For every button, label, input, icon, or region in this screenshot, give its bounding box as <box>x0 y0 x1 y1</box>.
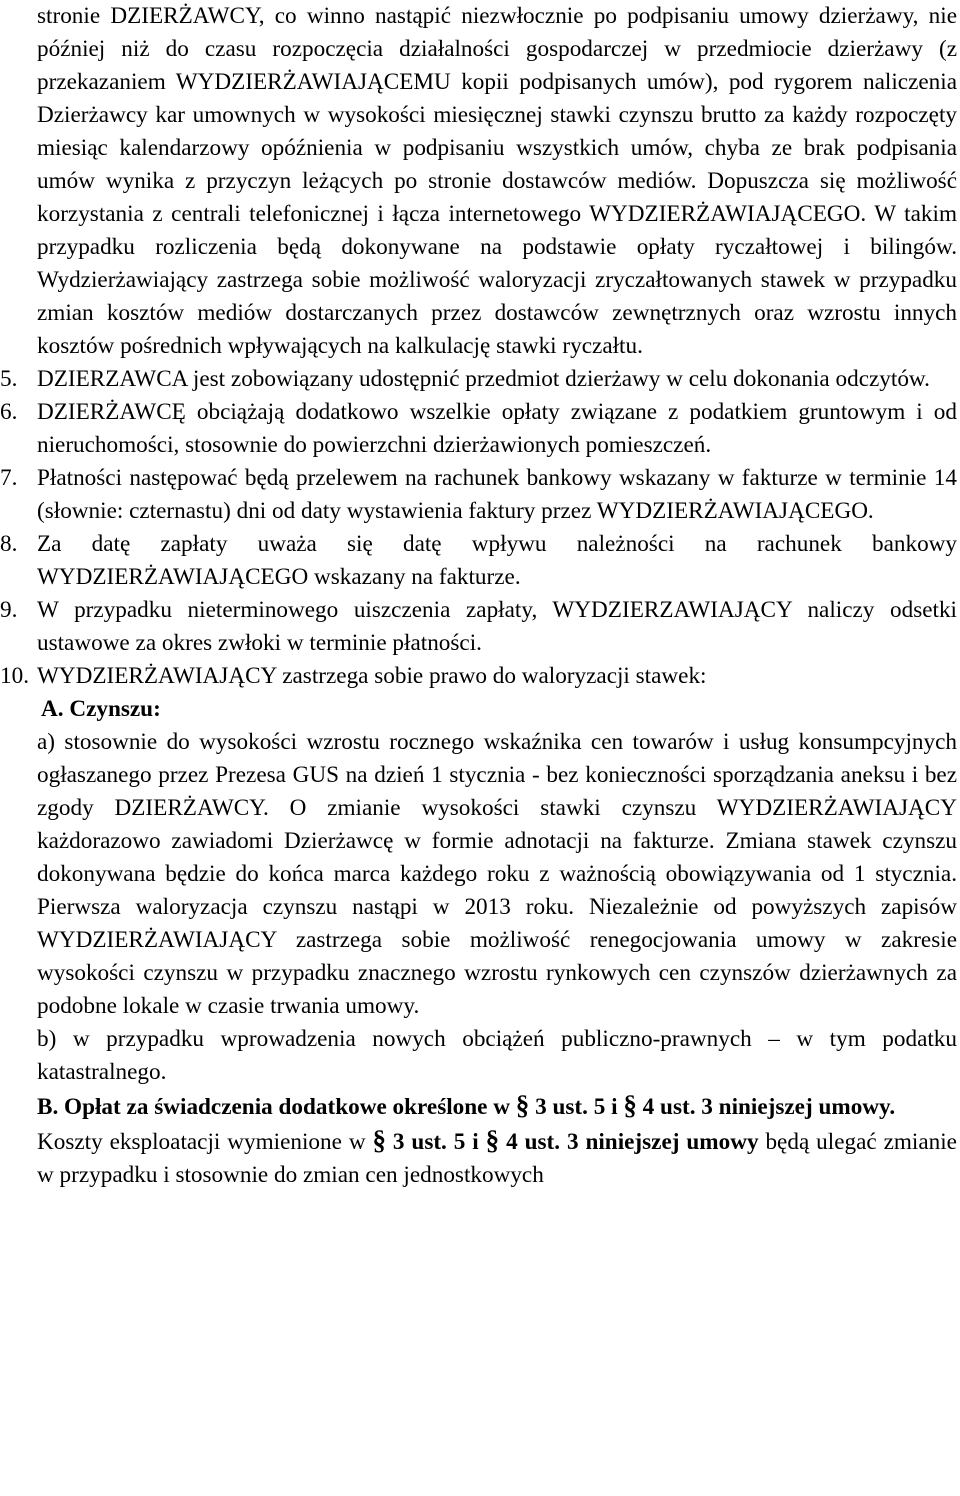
list-item-10 <box>0 660 957 693</box>
item-number: 9. <box>0 597 18 623</box>
list-item-6 <box>0 396 957 462</box>
paragraph-sign: § <box>372 1125 386 1155</box>
closing-text: Koszty eksploatacji wymienione w <box>37 1129 373 1155</box>
intro-paragraph: stronie DZIERŻAWCY, co winno nastąpić niezwłocznie po podpisaniu umowy dzierżawy, nie później niż do czasu rozpoczęcia działalności gospodarczej w przedmiocie dzierżawy (z przekazaniem WYDZIERŻAWIAJĄCEMU kopii podpisanych umów), pod rygorem naliczenia Dzierżawcy kar umownych w wysokości miesięcznej stawki czynszu brutto za każdy rozpoczęty miesiąc kalendarzowy opóźnienia w podpisaniu wszystkich umów, chyba ze brak podpisania umów wynika z przyczyn leżących po stronie dostawców mediów. Dopuszcza się możliwość korzystania z centrali telefonicznej i łącza internetowego WYDZIERŻAWIAJĄCEGO. W takim przypadku rozliczenia będą dokonywane na podstawie opłaty ryczałtowej i bilingów. Wydzierżawiający zastrzega sobie możliwość waloryzacji zryczałtowanych stawek w przypadku zmian kosztów mediów dostarczanych przez dostawców zewnętrznych oraz wzrostu innych kosztów pośrednich wpływających na kalkulację stawki ryczałtu. <box>37 3 957 359</box>
item-text: W przypadku nieterminowego uiszczenia zapłaty, WYDZIERZAWIAJĄCY naliczy odsetki ustawowe za okres zwłoki w terminie płatności. <box>37 597 957 656</box>
closing-ref: 3 ust. 5 i <box>385 1129 486 1155</box>
subsection-a-heading: A. Czynszu: <box>41 696 161 722</box>
item-text: WYDZIERŻAWIAJĄCY zastrzega sobie prawo do waloryzacji stawek: <box>37 663 707 689</box>
item-number: 7. <box>0 465 18 491</box>
closing-text: będą ulegać zmianie w przypadku i stosownie do zmian cen jednostkowych <box>37 1129 957 1188</box>
list-item-7 <box>0 462 957 528</box>
paragraph-sign: § <box>623 1090 637 1120</box>
subsection-b-heading <box>37 1089 957 1124</box>
closing-ref: 4 ust. 3 niniejszej umowy <box>499 1129 759 1155</box>
item-text: Za datę zapłaty uważa się datę wpływu należności na rachunek bankowy WYDZIERŻAWIAJĄCEGO wskazany na fakturze. <box>37 531 957 590</box>
closing-paragraph <box>37 1124 957 1192</box>
item-number: 6. <box>0 399 18 425</box>
paragraph-sign: § <box>485 1125 500 1155</box>
list-item-5 <box>0 363 957 396</box>
list-item-9 <box>0 594 957 660</box>
heading-text: B. Opłat za świadczenia dodatkowe określone w <box>37 1094 516 1120</box>
item-number: 8. <box>0 531 18 557</box>
item-number: 10. <box>0 663 29 689</box>
item-text: DZIERŻAWCĘ obciążają dodatkowo wszelkie opłaty związane z podatkiem gruntowym i od nieruchomości, stosownie do powierzchni dzierżawionych pomieszczeń. <box>37 399 957 458</box>
item-text: Płatności następować będą przelewem na rachunek bankowy wskazany w fakturze w terminie 14 (słownie: czternastu) dni od daty wystawienia faktury przez WYDZIERŻAWIAJĄCEGO. <box>37 465 957 524</box>
item-text: DZIERZAWCA jest zobowiązany udostępnić przedmiot dzierżawy w celu dokonania odczytów. <box>37 366 930 392</box>
heading-text: 3 ust. 5 i <box>529 1094 624 1120</box>
list-item-8 <box>0 528 957 594</box>
item-number: 5. <box>0 366 18 392</box>
paragraph-sign: § <box>515 1090 530 1120</box>
subsection-a-point-b: b) w przypadku wprowadzenia nowych obciążeń publiczno-prawnych – w tym podatku katastralnego. <box>37 1026 957 1085</box>
heading-text: 4 ust. 3 niniejszej umowy. <box>636 1094 896 1120</box>
subsection-a-point-a: a) stosownie do wysokości wzrostu rocznego wskaźnika cen towarów i usług konsumpcyjnych ogłaszanego przez Prezesa GUS na dzień 1 stycznia - bez konieczności sporządzania aneksu i bez zgody DZIERŻAWCY. O zmianie wysokości stawki czynszu WYDZIERŻAWIAJĄCY każdorazowo zawiadomi Dzierżawcę w formie adnotacji na fakturze. Zmiana stawek czynszu dokonywana będzie do końca marca każdego roku z ważnością obowiązywania od 1 stycznia. Pierwsza waloryzacja czynszu nastąpi w 2013 roku. Niezależnie od powyższych zapisów WYDZIERŻAWIAJĄCY zastrzega sobie możliwość renegocjowania umowy w zakresie wysokości czynszu w przypadku znacznego wzrostu rynkowych cen czynszów dzierżawnych za podobne lokale w czasie trwania umowy. <box>37 729 957 1019</box>
